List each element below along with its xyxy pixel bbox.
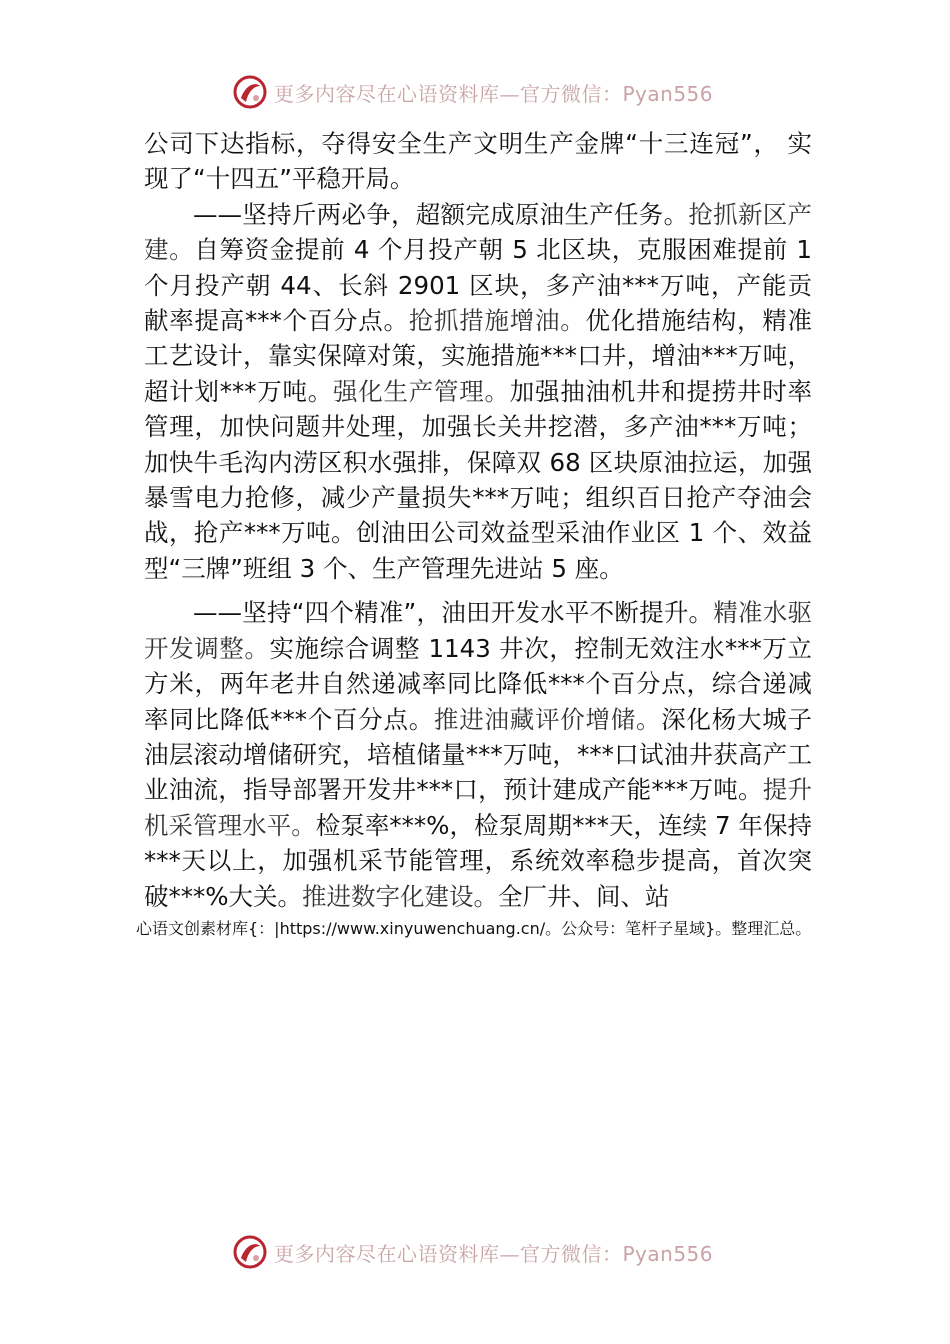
banner-text: 更多内容尽在心语资料库—官方微信：Pyan556 <box>274 81 714 106</box>
paragraph-2: ——坚持斤两必争，超额完成原油生产任务。抢抓新区产建。自筹资金提前 4 个月投产朝 5 北区块，克服困难提前 1 个月投产朝 44、长斜 2901 区块，多产油***万吨，产能贡献率提高***个百分点。抢抓措施增油。优化措施结构，精准工艺设计，靠实保障对策，实施措施***口井，增油***万吨，超计划***万吨。强化生产管理。加强抽油机井和提捞井时率管理，加快问题井处理，加强长关井挖潜，多产油***万吨；加快牛毛沟内涝区积水强排，保障双 68 区块原油拉运，加强暴雪电力抢修，减少产量损失***万吨；组织百日抢产夺油会战，抢产***万吨。创油田公司效益型采油作业区 1 个、效益型“三牌”班组 3 个、生产管理先进站 5 座。 <box>144 199 813 583</box>
source-note: 心语文创素材库{：|https://www.xinyuwenchuang.cn/。公众号：笔杆子星域}。整理汇总。 <box>136 919 812 938</box>
brand-logo-icon <box>232 74 268 110</box>
header-watermark-banner <box>232 72 732 112</box>
banner-text: 更多内容尽在心语资料库—官方微信：Pyan556 <box>274 1241 714 1266</box>
paragraph-1: 公司下达指标，夺得安全生产文明生产金牌“十三连冠”， 实现了“十四五”平稳开局。 <box>144 129 812 194</box>
paragraph-3: ——坚持“四个精准”，油田开发水平不断提升。精准水驱开发调整。实施综合调整 1143 井次，控制无效注水***万立方米，两年老井自然递减率同比降低***个百分点，综合递减率同比降低***个百分点。推进油藏评价增储。深化杨大城子油层滚动增储研究，培植储量***万吨，***口试油井获高产工业油流，指导部署开发井***口，预计建成产能***万吨。提升机采管理水平。检泵率***%，检泵周期***天，连续 7 年保持***天以上，加强机采节能管理，系统效率稳步提高，首次突破***%大关。推进数字化建设。全厂井、间、站 <box>144 598 813 911</box>
brand-logo-icon <box>232 1234 268 1270</box>
footer-watermark-banner <box>232 1232 732 1272</box>
document-body <box>144 126 812 914</box>
